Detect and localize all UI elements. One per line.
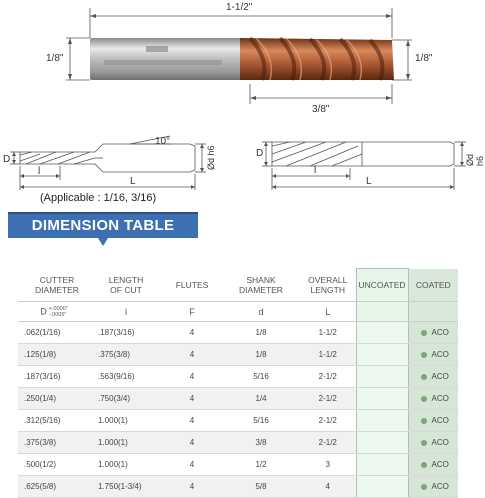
coated-dot-icon <box>421 484 427 490</box>
cell-flutes: 4 <box>162 322 222 344</box>
drawing-right-d-label: Ød h6 <box>465 153 485 166</box>
cell-shank: 1/8 <box>222 322 300 344</box>
table-row <box>18 454 458 476</box>
symbol-uncoated-blank <box>356 302 408 322</box>
symbol-l: l <box>90 302 162 322</box>
coated-dot-icon <box>421 352 427 358</box>
symbol-D: D +.0000" -.0005" <box>18 302 90 322</box>
cell-length-of-cut: 1.000(1) <box>90 454 162 476</box>
cell-flutes: 4 <box>162 476 222 498</box>
drawing-left-l-label: l <box>38 166 41 177</box>
cell-shank: 1/2 <box>222 454 300 476</box>
cell-uncoated <box>356 388 408 410</box>
cell-coated[interactable]: ACO <box>408 432 458 454</box>
cell-uncoated <box>356 432 408 454</box>
cell-coated[interactable]: ACO <box>408 366 458 388</box>
cell-length-of-cut: 1.000(1) <box>90 432 162 454</box>
cell-uncoated <box>356 476 408 498</box>
header-length-of-cut: LENGTH OF CUT <box>90 269 162 302</box>
angle-label: 10° <box>155 136 171 147</box>
cell-overall-length: 2-1/2 <box>300 366 356 388</box>
cell-shank: 1/8 <box>222 344 300 366</box>
cell-uncoated <box>356 410 408 432</box>
cell-flutes: 4 <box>162 366 222 388</box>
table-row <box>18 388 458 410</box>
coated-dot-icon <box>421 440 427 446</box>
end-mill-photo <box>0 0 476 120</box>
drawing-left <box>0 130 230 192</box>
header-overall-length: OVERALL LENGTH <box>300 269 356 302</box>
cell-coated[interactable]: ACO <box>408 322 458 344</box>
cell-flutes: 4 <box>162 432 222 454</box>
symbol-d: d <box>222 302 300 322</box>
drawing-right-D-label: D <box>256 148 264 159</box>
cell-length-of-cut: .750(3/4) <box>90 388 162 410</box>
cell-uncoated <box>356 322 408 344</box>
symbol-coated-blank <box>408 302 458 322</box>
shank-diameter-label-right: 1/8" <box>415 53 433 64</box>
cell-length-of-cut: .375(3/8) <box>90 344 162 366</box>
cell-shank: 3/8 <box>222 432 300 454</box>
table-header-row <box>18 269 458 302</box>
cell-flutes: 4 <box>162 454 222 476</box>
cell-flutes: 4 <box>162 410 222 432</box>
cell-diameter: .625(5/8) <box>18 476 90 498</box>
dimension-table <box>18 268 458 498</box>
cell-diameter: .375(3/8) <box>18 432 90 454</box>
cell-overall-length: 3 <box>300 454 356 476</box>
dimension-table-banner <box>8 212 198 248</box>
cell-coated[interactable]: ACO <box>408 476 458 498</box>
cell-shank: 5/16 <box>222 410 300 432</box>
table-symbol-row <box>18 302 458 322</box>
cell-length-of-cut: .563(9/16) <box>90 366 162 388</box>
table-row <box>18 322 458 344</box>
cell-overall-length: 4 <box>300 476 356 498</box>
overall-length-label: 1-1/2" <box>226 2 253 13</box>
cell-overall-length: 2-1/2 <box>300 388 356 410</box>
cell-shank: 1/4 <box>222 388 300 410</box>
cell-diameter: .312(5/16) <box>18 410 90 432</box>
cell-length-of-cut: .187(3/16) <box>90 322 162 344</box>
drawing-left-L-label: L <box>130 176 136 187</box>
drawing-left-D-label: D <box>3 154 11 165</box>
cell-length-of-cut: 1.000(1) <box>90 410 162 432</box>
cell-diameter: .187(3/16) <box>18 366 90 388</box>
shank-diameter-label-left: 1/8" <box>46 53 64 64</box>
cell-overall-length: 1-1/2 <box>300 322 356 344</box>
header-shank-diameter: SHANK DIAMETER <box>222 269 300 302</box>
header-coated: COATED <box>408 269 458 302</box>
cell-coated[interactable]: ACO <box>408 410 458 432</box>
coated-dot-icon <box>421 330 427 336</box>
header-cutter-diameter: CUTTER DIAMETER <box>18 269 90 302</box>
cell-shank: 5/16 <box>222 366 300 388</box>
cell-coated[interactable]: ACO <box>408 344 458 366</box>
cell-overall-length: 2-1/2 <box>300 432 356 454</box>
table-row <box>18 344 458 366</box>
drawing-right <box>250 130 476 194</box>
cell-length-of-cut: 1.750(1-3/4) <box>90 476 162 498</box>
applicable-note: (Applicable : 1/16, 3/16) <box>40 192 157 204</box>
drawing-right-l-label: l <box>314 165 317 176</box>
coated-dot-icon <box>421 374 427 380</box>
coated-dot-icon <box>421 418 427 424</box>
cell-coated[interactable]: ACO <box>408 454 458 476</box>
cell-diameter: .500(1/2) <box>18 454 90 476</box>
header-uncoated: UNCOATED <box>356 269 408 302</box>
cell-diameter: .125(1/8) <box>18 344 90 366</box>
cell-overall-length: 2-1/2 <box>300 410 356 432</box>
drawing-left-d-label: Ød h6 <box>206 145 216 170</box>
cell-shank: 5/8 <box>222 476 300 498</box>
header-flutes: FLUTES <box>162 269 222 302</box>
cell-diameter: .062(1/16) <box>18 322 90 344</box>
table-row <box>18 366 458 388</box>
cell-coated[interactable]: ACO <box>408 388 458 410</box>
table-row <box>18 432 458 454</box>
table-row <box>18 410 458 432</box>
cell-diameter: .250(1/4) <box>18 388 90 410</box>
symbol-F: F <box>162 302 222 322</box>
cell-flutes: 4 <box>162 344 222 366</box>
symbol-L: L <box>300 302 356 322</box>
coated-dot-icon <box>421 462 427 468</box>
cell-overall-length: 1-1/2 <box>300 344 356 366</box>
table-row <box>18 476 458 498</box>
cell-flutes: 4 <box>162 388 222 410</box>
length-of-cut-label: 3/8" <box>312 104 330 115</box>
coated-dot-icon <box>421 396 427 402</box>
drawing-right-L-label: L <box>366 176 372 187</box>
cell-uncoated <box>356 366 408 388</box>
cell-uncoated <box>356 454 408 476</box>
cell-uncoated <box>356 344 408 366</box>
banner-title: DIMENSION TABLE <box>31 217 175 234</box>
